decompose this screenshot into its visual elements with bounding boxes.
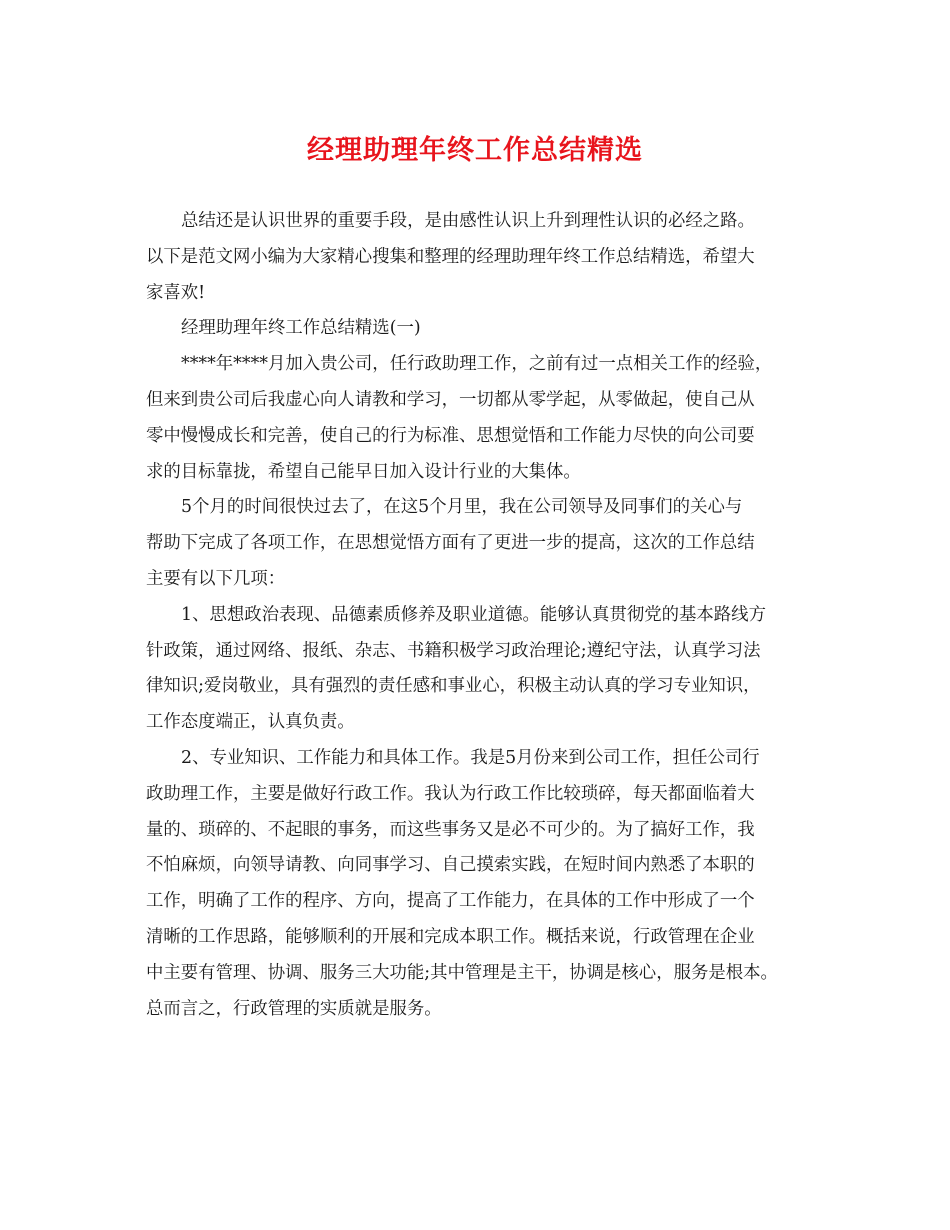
- text-line: 不怕麻烦，向领导请教、向同事学习、自己摸索实践，在短时间内熟悉了本职的: [146, 855, 755, 876]
- text-line: 家喜欢!: [146, 282, 206, 303]
- text-line: 求的目标靠拢，希望自己能早日加入设计行业的大集体。: [146, 461, 581, 482]
- text-line: 经理助理年终工作总结精选(一): [181, 318, 421, 339]
- text-line: 量的、琐碎的、不起眼的事务，而这些事务又是必不可少的。为了搞好工作，我: [146, 819, 755, 840]
- text-line: 总而言之，行政管理的实质就是服务。: [146, 998, 442, 1019]
- document-body: [146, 204, 818, 1027]
- text-line: 工作态度端正，认真负责。: [146, 712, 355, 733]
- text-line: 但来到贵公司后我虚心向人请教和学习，一切都从零学起，从零做起，使自己从: [146, 389, 755, 410]
- text-line: 帮助下完成了各项工作，在思想觉悟方面有了更进一步的提高，这次的工作总结: [146, 533, 755, 554]
- text-line: 以下是范文网小编为大家精心搜集和整理的经理助理年终工作总结精选，希望大: [146, 246, 755, 267]
- text-line: ****年****月加入贵公司，任行政助理工作，之前有过一点相关工作的经验，: [181, 354, 773, 375]
- text-line: 总结还是认识世界的重要手段，是由感性认识上升到理性认识的必经之路。: [181, 211, 755, 231]
- text-line: 工作，明确了工作的程序、方向，提高了工作能力，在具体的工作中形成了一个: [146, 891, 755, 912]
- document-title: 经理助理年终工作总结精选: [307, 135, 643, 166]
- text-line: 1、思想政治表现、品德素质修养及职业道德。能够认真贯彻党的基本路线方: [181, 604, 766, 625]
- text-line: 律知识;爱岗敬业，具有强烈的责任感和事业心，积极主动认真的学习专业知识，: [146, 676, 761, 697]
- text-line: 2、专业知识、工作能力和具体工作。我是5月份来到公司工作，担任公司行: [181, 747, 760, 768]
- text-line: 零中慢慢成长和完善，使自己的行为标准、思想觉悟和工作能力尽快的向公司要: [146, 425, 755, 446]
- text-line: 5个月的时间很快过去了，在这5个月里，我在公司领导及同事们的关心与: [181, 497, 743, 518]
- text-line: 针政策，通过网络、报纸、杂志、书籍积极学习政治理论;遵纪守法，认真学习法: [146, 640, 761, 661]
- text-line: 政助理工作，主要是做好行政工作。我认为行政工作比较琐碎，每天都面临着大: [146, 783, 755, 804]
- text-line: 清晰的工作思路，能够顺利的开展和完成本职工作。概括来说，行政管理在企业: [146, 926, 755, 947]
- text-line: 中主要有管理、协调、服务三大功能;其中管理是主干，协调是核心，服务是根本。: [146, 962, 778, 983]
- text-line: 主要有以下几项：: [146, 568, 286, 589]
